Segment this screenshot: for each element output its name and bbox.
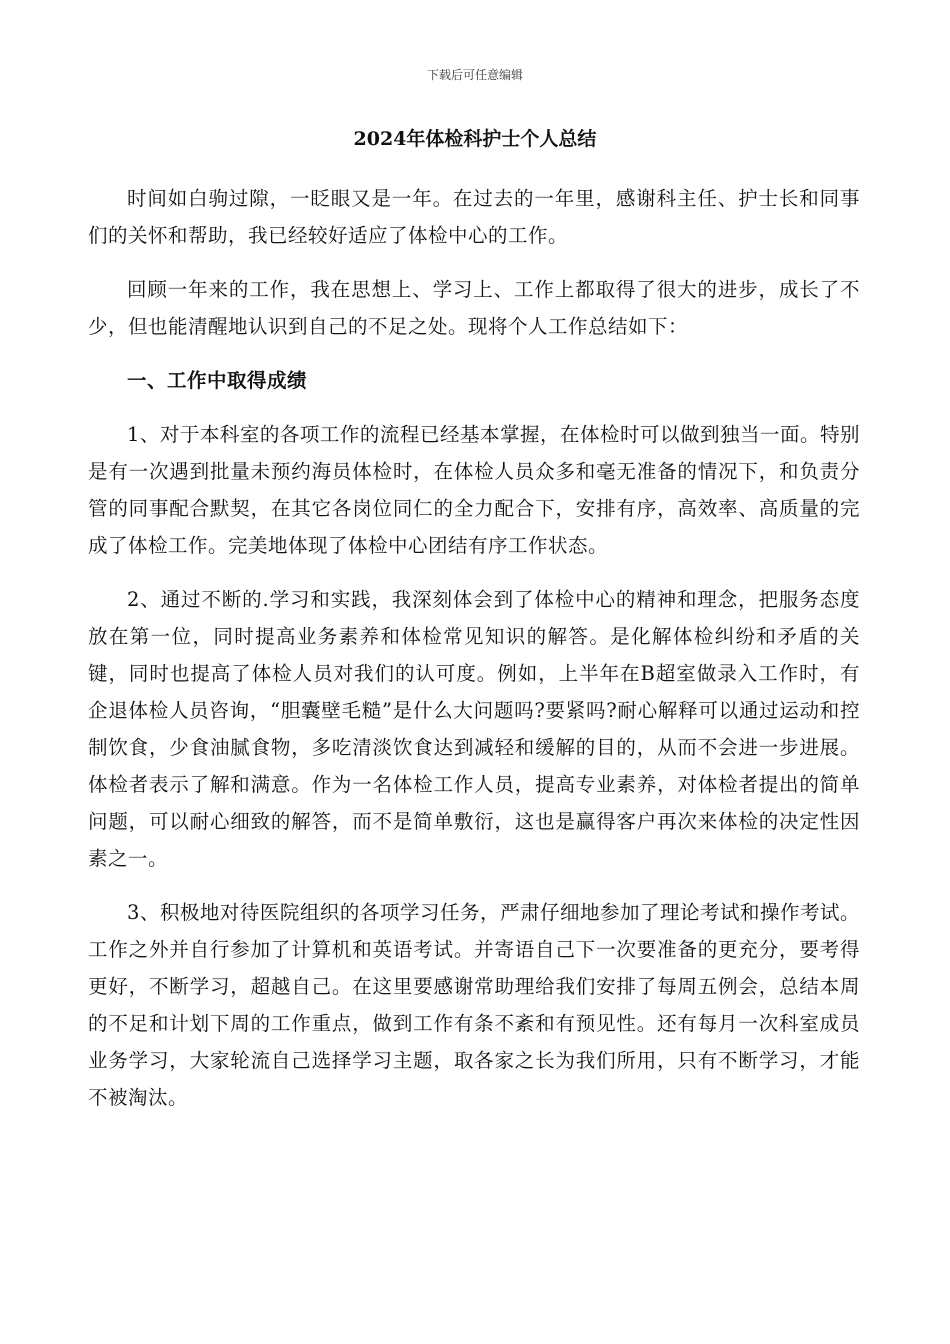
document-body: [88, 180, 860, 1133]
paragraph-intro: 时间如白驹过隙，一眨眼又是一年。在过去的一年里，感谢科主任、护士长和同事们的关怀和帮助，我已经较好适应了体检中心的工作。: [88, 187, 860, 247]
paragraph-item-3: 3、积极地对待医院组织的各项学习任务，严肃仔细地参加了理论考试和操作考试。工作之外并自行参加了计算机和英语考试。并寄语自己下一次要准备的更充分，要考得更好，不断学习，超越自己。在这里要感谢常助理给我们安排了每周五例会，总结本周的不足和计划下周的工作重点，做到工作有条不紊和有预见性。还有每月一次科室成员业务学习，大家轮流自己选择学习主题，取各家之长为我们所用，只有不断学习，才能不被淘汰。: [88, 901, 860, 1109]
paragraph-review: 回顾一年来的工作，我在思想上、学习上、工作上都取得了很大的进步，成长了不少，但也能清醒地认识到自己的不足之处。现将个人工作总结如下：: [88, 278, 860, 338]
paragraph-item-1: 1、对于本科室的各项工作的流程已经基本掌握，在体检时可以做到独当一面。特别是有一次遇到批量未预约海员体检时，在体检人员众多和毫无准备的情况下，和负责分管的同事配合默契，在其它各岗位同仁的全力配合下，安排有序，高效率、高质量的完成了体检工作。完美地体现了体检中心团结有序工作状态。: [88, 423, 860, 557]
section-heading-achievements: 一、工作中取得成绩: [127, 369, 308, 392]
document-title: 2024年体检科护士个人总结: [353, 128, 597, 150]
header-note: 下载后可任意编辑: [426, 68, 523, 82]
paragraph-item-2: 2、通过不断的.学习和实践，我深刻体会到了体检中心的精神和理念，把服务态度放在第一位，同时提高业务素养和体检常见知识的解答。是化解体检纠纷和矛盾的关键，同时也提高了体检人员对我们的认可度。例如，上半年在B超室做录入工作时，有企退体检人员咨询，“胆囊壁毛糙”是什么大问题吗?要紧吗?耐心解释可以通过运动和控制饮食，少食油腻食物，多吃清淡饮食达到减轻和缓解的目的，从而不会进一步进展。体检者表示了解和满意。作为一名体检工作人员，提高专业素养，对体检者提出的简单问题，可以耐心细致的解答，而不是简单敷衍，这也是赢得客户再次来体检的决定性因素之一。: [88, 588, 860, 870]
